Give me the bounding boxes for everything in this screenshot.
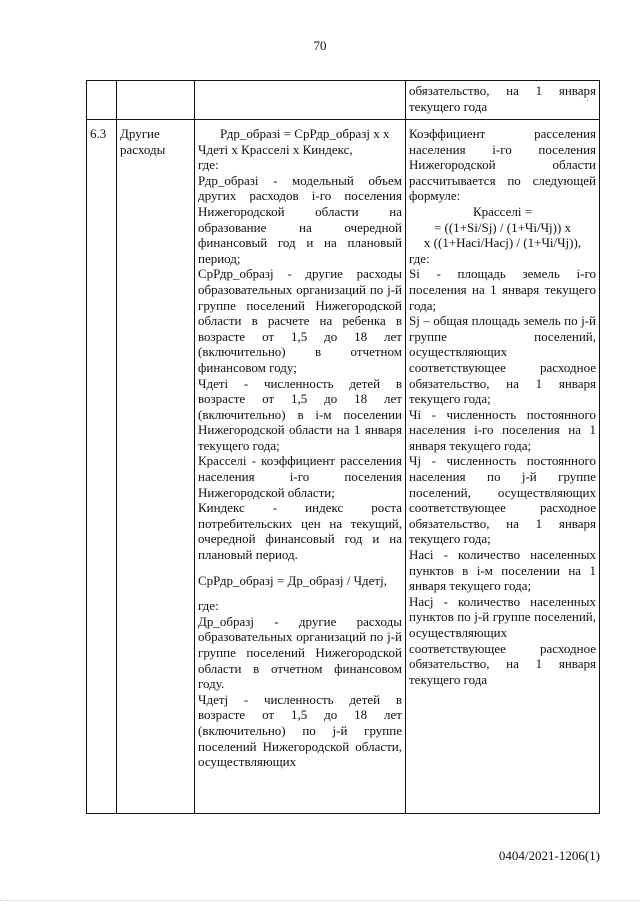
where-2: где:: [198, 598, 219, 614]
bottom-edge: [0, 900, 640, 902]
definition: Киндекс - индекс роста потребительских цен на текущий, очередной финансовый год и на плановый период.: [198, 500, 402, 563]
right-definition: Насі - количество населенных пунктов в і-м поселении на 1 января текущего года;: [409, 547, 596, 594]
formula-1: Рдр_образі = СрРдр_образj х х Чдеті х Красселі х Киндекс,: [198, 126, 390, 157]
right-definition: Чі - численность постоянного населения і-го поселения на 1 января текущего года;: [409, 406, 596, 453]
definition: Др_образj - другие расходы образовательных организаций по j-й группе поселений Нижегородской области в отчетном финансовом году.: [198, 613, 402, 692]
coefficient-formula-line: х ((1+Насі/Насj) / (1+Чі/Чj)),: [423, 235, 582, 251]
definition: Чдеті - численность детей в возрасте от 1,5 до 18 лет (включительно) в і-м поселении Нижегородской области на 1 января текущего года;: [198, 375, 402, 453]
coefficient-intro: Коэффициент расселения населения і-го поселения Нижегородской области рассчитывается по следующей формуле:: [409, 126, 596, 204]
definition: Рдр_образі - модельный объем других расходов і-го поселения Нижегородской области на образование на очередной финансовый год и на плановый период;: [198, 172, 402, 266]
where-1: где:: [198, 157, 219, 173]
cell-empty-1: [87, 81, 117, 120]
right-definition: Sj – общая площадь земель по j-й группе поселений, осуществляющих соответствующее расходное обязательство, на 1 января текущего года;: [409, 313, 596, 407]
document-code: 0404/2021-1206(1): [498, 848, 600, 863]
row-name: Другие расходы: [117, 120, 195, 814]
row-number: 6.3: [87, 120, 117, 814]
coefficient-cell: [406, 120, 600, 814]
coefficient-formula-line: Красселі =: [472, 203, 533, 219]
right-definition: Si - площадь земель і-го поселения на 1 января текущего года;: [409, 266, 596, 313]
definition: Чдетj - численность детей в возрасте от 1,5 до 18 лет (включительно) по j-й группе поселений Нижегородской области, осуществляющих: [198, 691, 402, 770]
scan-mark: ·: [586, 96, 590, 107]
right-definition: Насj - количество населенных пунктов по j-й группе поселений, осуществляющих соответствующее расходное обязательство, на 1 января текущего года: [409, 593, 596, 687]
right-where: где:: [409, 250, 430, 266]
definition: СрРдр_образj - другие расходы образовательных организаций по j-й группе поселений Нижегородской области в расчете на ребенка в возрасте от 1,5 до 18 лет (включительно) в отчетном финансовом году;: [198, 266, 402, 375]
coefficient-formula-line: = ((1+Si/Sj) / (1+Чі/Чj)) х: [433, 219, 572, 235]
right-definition: Чj - численность постоянного населения по j-й группе поселений, осуществляющих соответствующее расходное обязательство, на 1 января текущего года;: [409, 453, 596, 547]
page-number: 70: [313, 38, 327, 53]
continuation-row: [87, 81, 600, 120]
cell-empty-3: [195, 81, 406, 120]
cell-empty-2: [117, 81, 195, 120]
definition: Красселі - коэффициент расселения населения і-го поселения Нижегородской области;: [198, 453, 402, 500]
row-6-3: [87, 120, 600, 814]
norms-table: [86, 80, 600, 814]
formula-cell: [195, 120, 406, 814]
continuation-text: обязательство, на 1 января текущего года: [406, 81, 600, 120]
formula-2: СрРдр_образj = Др_образj / Чдетj,: [198, 572, 387, 588]
